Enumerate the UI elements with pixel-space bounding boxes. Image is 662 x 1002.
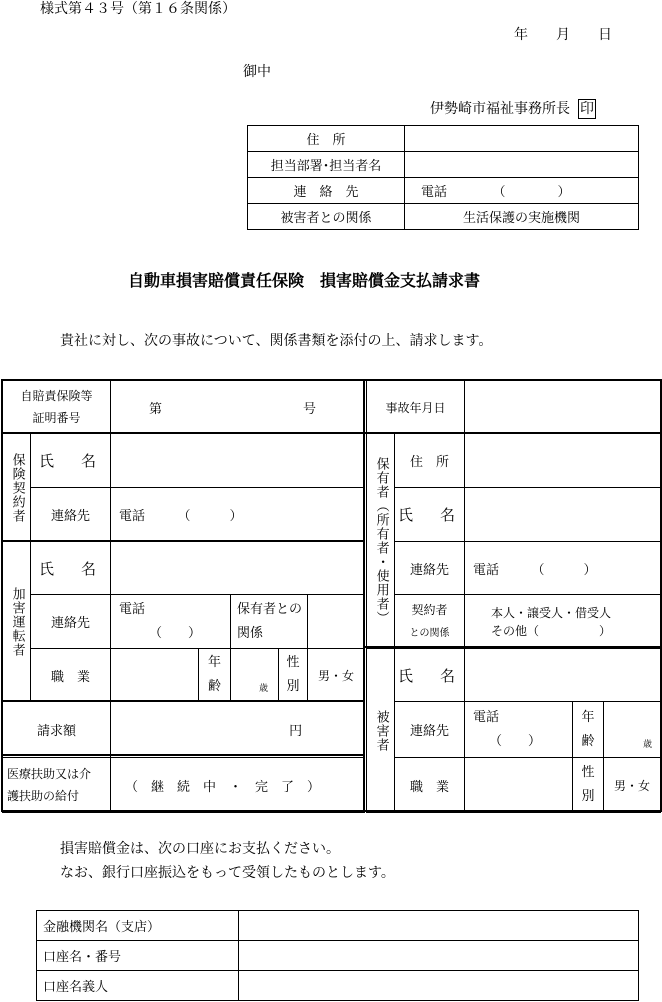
driver-age-label	[199, 649, 231, 702]
driver-sex-label	[279, 649, 308, 702]
cert-label	[3, 381, 111, 434]
owner-contact-label: 連絡先	[395, 542, 465, 595]
sender-name: 伊勢崎市福祉事務所長	[430, 101, 570, 117]
contact-label: 連 絡 先	[248, 178, 405, 204]
form-number: 様式第４３号（第１６条関係）	[40, 1, 236, 17]
victim-phone-field[interactable]	[465, 702, 573, 758]
victim-name-label: 氏 名	[395, 649, 465, 702]
victim-name-field[interactable]	[465, 649, 661, 702]
dept-field[interactable]	[405, 152, 639, 178]
driver-sex-label-1: 性	[286, 655, 300, 670]
phone-field[interactable]: 電話 （ ）	[405, 178, 639, 204]
medical-status-field[interactable]: （ 継 続 中 ・ 完 了 ）	[111, 758, 365, 813]
owner-address-label: 住 所	[395, 434, 465, 488]
dept-label: 担当部署･担当者名	[248, 152, 405, 178]
owner-label: 保有者（所有者・使用者）	[367, 434, 395, 649]
insured-name-label: 氏 名	[31, 434, 111, 488]
cert-number-field[interactable]	[111, 381, 365, 434]
driver-age-unit: 歳	[259, 684, 269, 694]
sender	[430, 98, 596, 119]
owner-relation-label	[231, 595, 308, 649]
address-field[interactable]	[405, 126, 639, 152]
owner-phone-field[interactable]: 電話 （ ）	[465, 542, 661, 595]
contractor-relation-field[interactable]	[465, 595, 661, 649]
sender-table	[247, 125, 639, 230]
cert-dai: 第	[149, 402, 163, 417]
seal-mark: 印	[580, 101, 594, 117]
addressee: 御中	[243, 64, 271, 80]
victim-age-label-2: 齢	[581, 733, 595, 749]
contractor-value-1: 本人・譲受人・借受人	[491, 605, 612, 620]
accident-date-label: 事故年月日	[367, 381, 465, 434]
document-title: 自動車損害賠償責任保険 損害賠償金支払請求書	[128, 271, 481, 290]
owner-relation-label-2: 関係	[237, 625, 264, 641]
yen-unit: 円	[289, 724, 303, 739]
driver-phone-label: 電話	[119, 601, 146, 617]
driver-age-field[interactable]	[231, 649, 279, 702]
victim-age-field[interactable]	[604, 702, 661, 758]
driver-age-label-2: 齢	[208, 679, 222, 694]
payment-text-2: なお、銀行口座振込をもって受領したものとします。	[60, 865, 395, 881]
victim-age-label-1: 年	[581, 709, 595, 725]
holder-field[interactable]	[239, 971, 639, 1001]
holder-label: 口座名義人	[37, 971, 239, 1001]
victim-age-unit: 歳	[643, 740, 653, 750]
driver-name-label: 氏 名	[31, 542, 111, 595]
bank-name-label: 金融機関名（支店）	[37, 911, 239, 941]
account-field[interactable]	[239, 941, 639, 971]
accident-date-field[interactable]	[465, 381, 661, 434]
relation-label: 被害者との関係	[248, 204, 405, 230]
owner-relation-field[interactable]	[308, 595, 365, 649]
payment-text-1: 損害賠償金は、次の口座にお支払ください。	[60, 841, 340, 857]
contractor-relation-label	[395, 595, 465, 649]
victim-occupation-label: 職 業	[395, 758, 465, 813]
victim-age-label	[573, 702, 604, 758]
owner-name-field[interactable]	[465, 488, 661, 542]
insured-contact-label: 連絡先	[31, 488, 111, 542]
bank-table	[36, 910, 639, 1001]
main-table-right	[366, 380, 661, 813]
cert-label-1: 自賠責保険等	[20, 389, 93, 403]
owner-name-label: 氏 名	[395, 488, 465, 542]
insured-name-field[interactable]	[111, 434, 365, 488]
claim-amount-field[interactable]	[111, 702, 365, 758]
driver-name-field[interactable]	[111, 542, 365, 595]
insured-label: 保険契約者	[3, 434, 31, 542]
medical-label-1: 医療扶助又は介	[7, 767, 92, 781]
contractor-value-2: その他（ ）	[491, 623, 612, 638]
victim-sex-label-1: 性	[581, 765, 595, 780]
owner-address-field[interactable]	[465, 434, 661, 488]
cert-go: 号	[303, 402, 317, 417]
victim-occupation-field[interactable]	[465, 758, 573, 813]
driver-phone-field[interactable]	[111, 595, 231, 649]
cert-label-2: 証明番号	[32, 411, 81, 425]
relation-value: 生活保護の実施機関	[405, 204, 639, 230]
account-label: 口座名・番号	[37, 941, 239, 971]
driver-phone-paren: （ ）	[149, 625, 202, 641]
insured-phone-field[interactable]: 電話 （ ）	[111, 488, 365, 542]
driver-occupation-field[interactable]	[111, 649, 199, 702]
bank-name-field[interactable]	[239, 911, 639, 941]
victim-contact-label: 連絡先	[395, 702, 465, 758]
driver-contact-label: 連絡先	[31, 595, 111, 649]
victim-label: 被害者	[367, 649, 395, 813]
victim-sex-label-2: 別	[581, 789, 595, 804]
contractor-label-1: 契約者	[411, 602, 448, 617]
claim-label: 請求額	[3, 702, 111, 758]
victim-phone-paren: （ ）	[489, 733, 542, 749]
contractor-label-2: との関係	[409, 627, 450, 639]
date-line: 年 月 日	[514, 27, 612, 43]
victim-sex-value[interactable]: 男・女	[604, 758, 661, 813]
driver-sex-label-2: 別	[286, 679, 300, 694]
main-table-left	[2, 380, 365, 813]
intro-text: 貴社に対し、次の事故について、関係書類を添付の上、請求します。	[60, 333, 493, 349]
driver-occupation-label: 職 業	[31, 649, 111, 702]
medical-label	[3, 758, 111, 813]
owner-relation-label-1: 保有者との	[237, 601, 303, 617]
driver-age-label-1: 年	[208, 655, 222, 670]
address-label: 住 所	[248, 126, 405, 152]
driver-label: 加害運転者	[3, 542, 31, 702]
victim-phone-label: 電話	[473, 709, 500, 725]
victim-sex-label	[573, 758, 604, 813]
medical-label-2: 護扶助の給付	[7, 789, 80, 803]
driver-sex-value[interactable]: 男・女	[308, 649, 365, 702]
